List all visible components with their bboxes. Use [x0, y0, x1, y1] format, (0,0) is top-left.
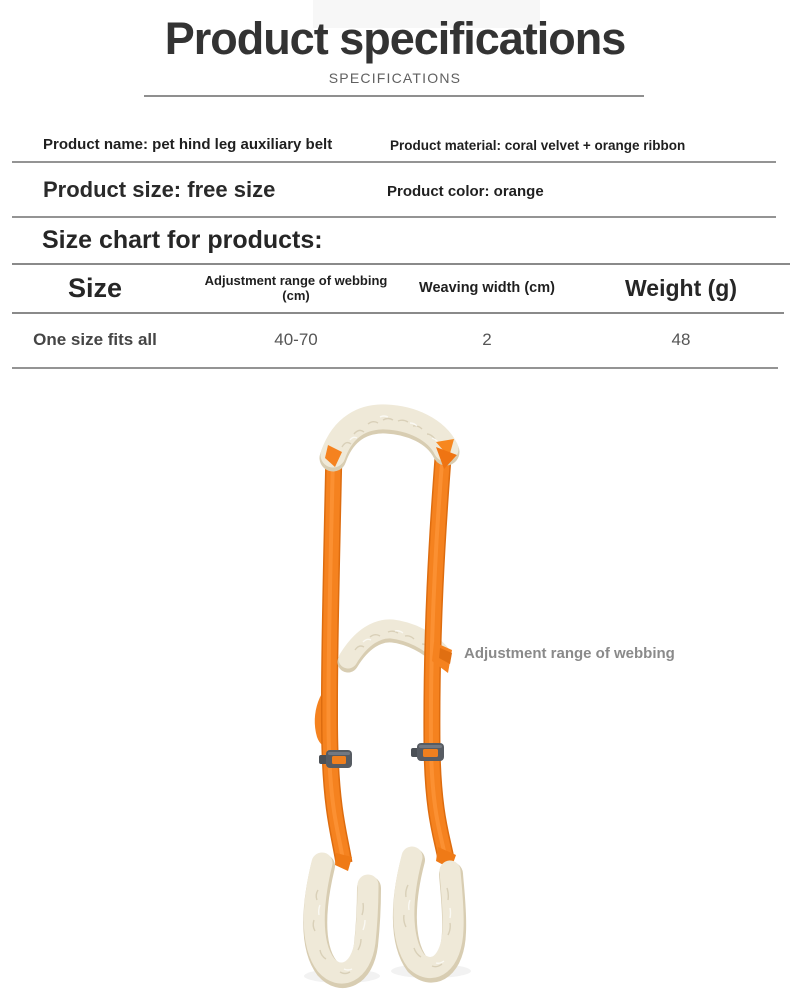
col-header-adjustment-range: Adjustment range of webbing (cm)	[204, 273, 388, 303]
size-chart-heading: Size chart for products:	[42, 226, 323, 254]
title-underline	[144, 95, 644, 97]
product-photo-harness	[0, 395, 790, 995]
cell-size: One size fits all	[33, 330, 157, 349]
col-header-weight: Weight (g)	[625, 274, 737, 301]
cell-weight: 48	[671, 330, 691, 349]
leg-loop-left	[313, 863, 369, 976]
col-header-size: Size	[67, 272, 123, 303]
divider	[12, 367, 778, 369]
cell-adjustment-range: 40-70	[274, 330, 318, 349]
leg-loop-right	[404, 857, 454, 971]
product-name-label: Product name: pet hind leg auxiliary belt	[43, 136, 333, 153]
figure-caption: Adjustment range of webbing	[464, 645, 675, 662]
page-subtitle: SPECIFICATIONS	[328, 70, 462, 86]
adjuster-buckle-right	[411, 743, 444, 761]
product-color-label: Product color: orange	[387, 183, 544, 200]
size-table-header-row	[0, 264, 790, 312]
page-title: Product specifications	[164, 13, 626, 64]
size-table-data-row	[0, 313, 790, 367]
divider	[12, 161, 776, 163]
harness-handle	[333, 416, 446, 458]
col-header-weaving-width: Weaving width (cm)	[419, 280, 555, 296]
product-material-label: Product material: coral velvet + orange ribbon	[390, 138, 686, 153]
cell-weaving-width: 2	[482, 330, 492, 349]
divider	[12, 216, 776, 218]
product-size-label: Product size: free size	[43, 177, 276, 202]
